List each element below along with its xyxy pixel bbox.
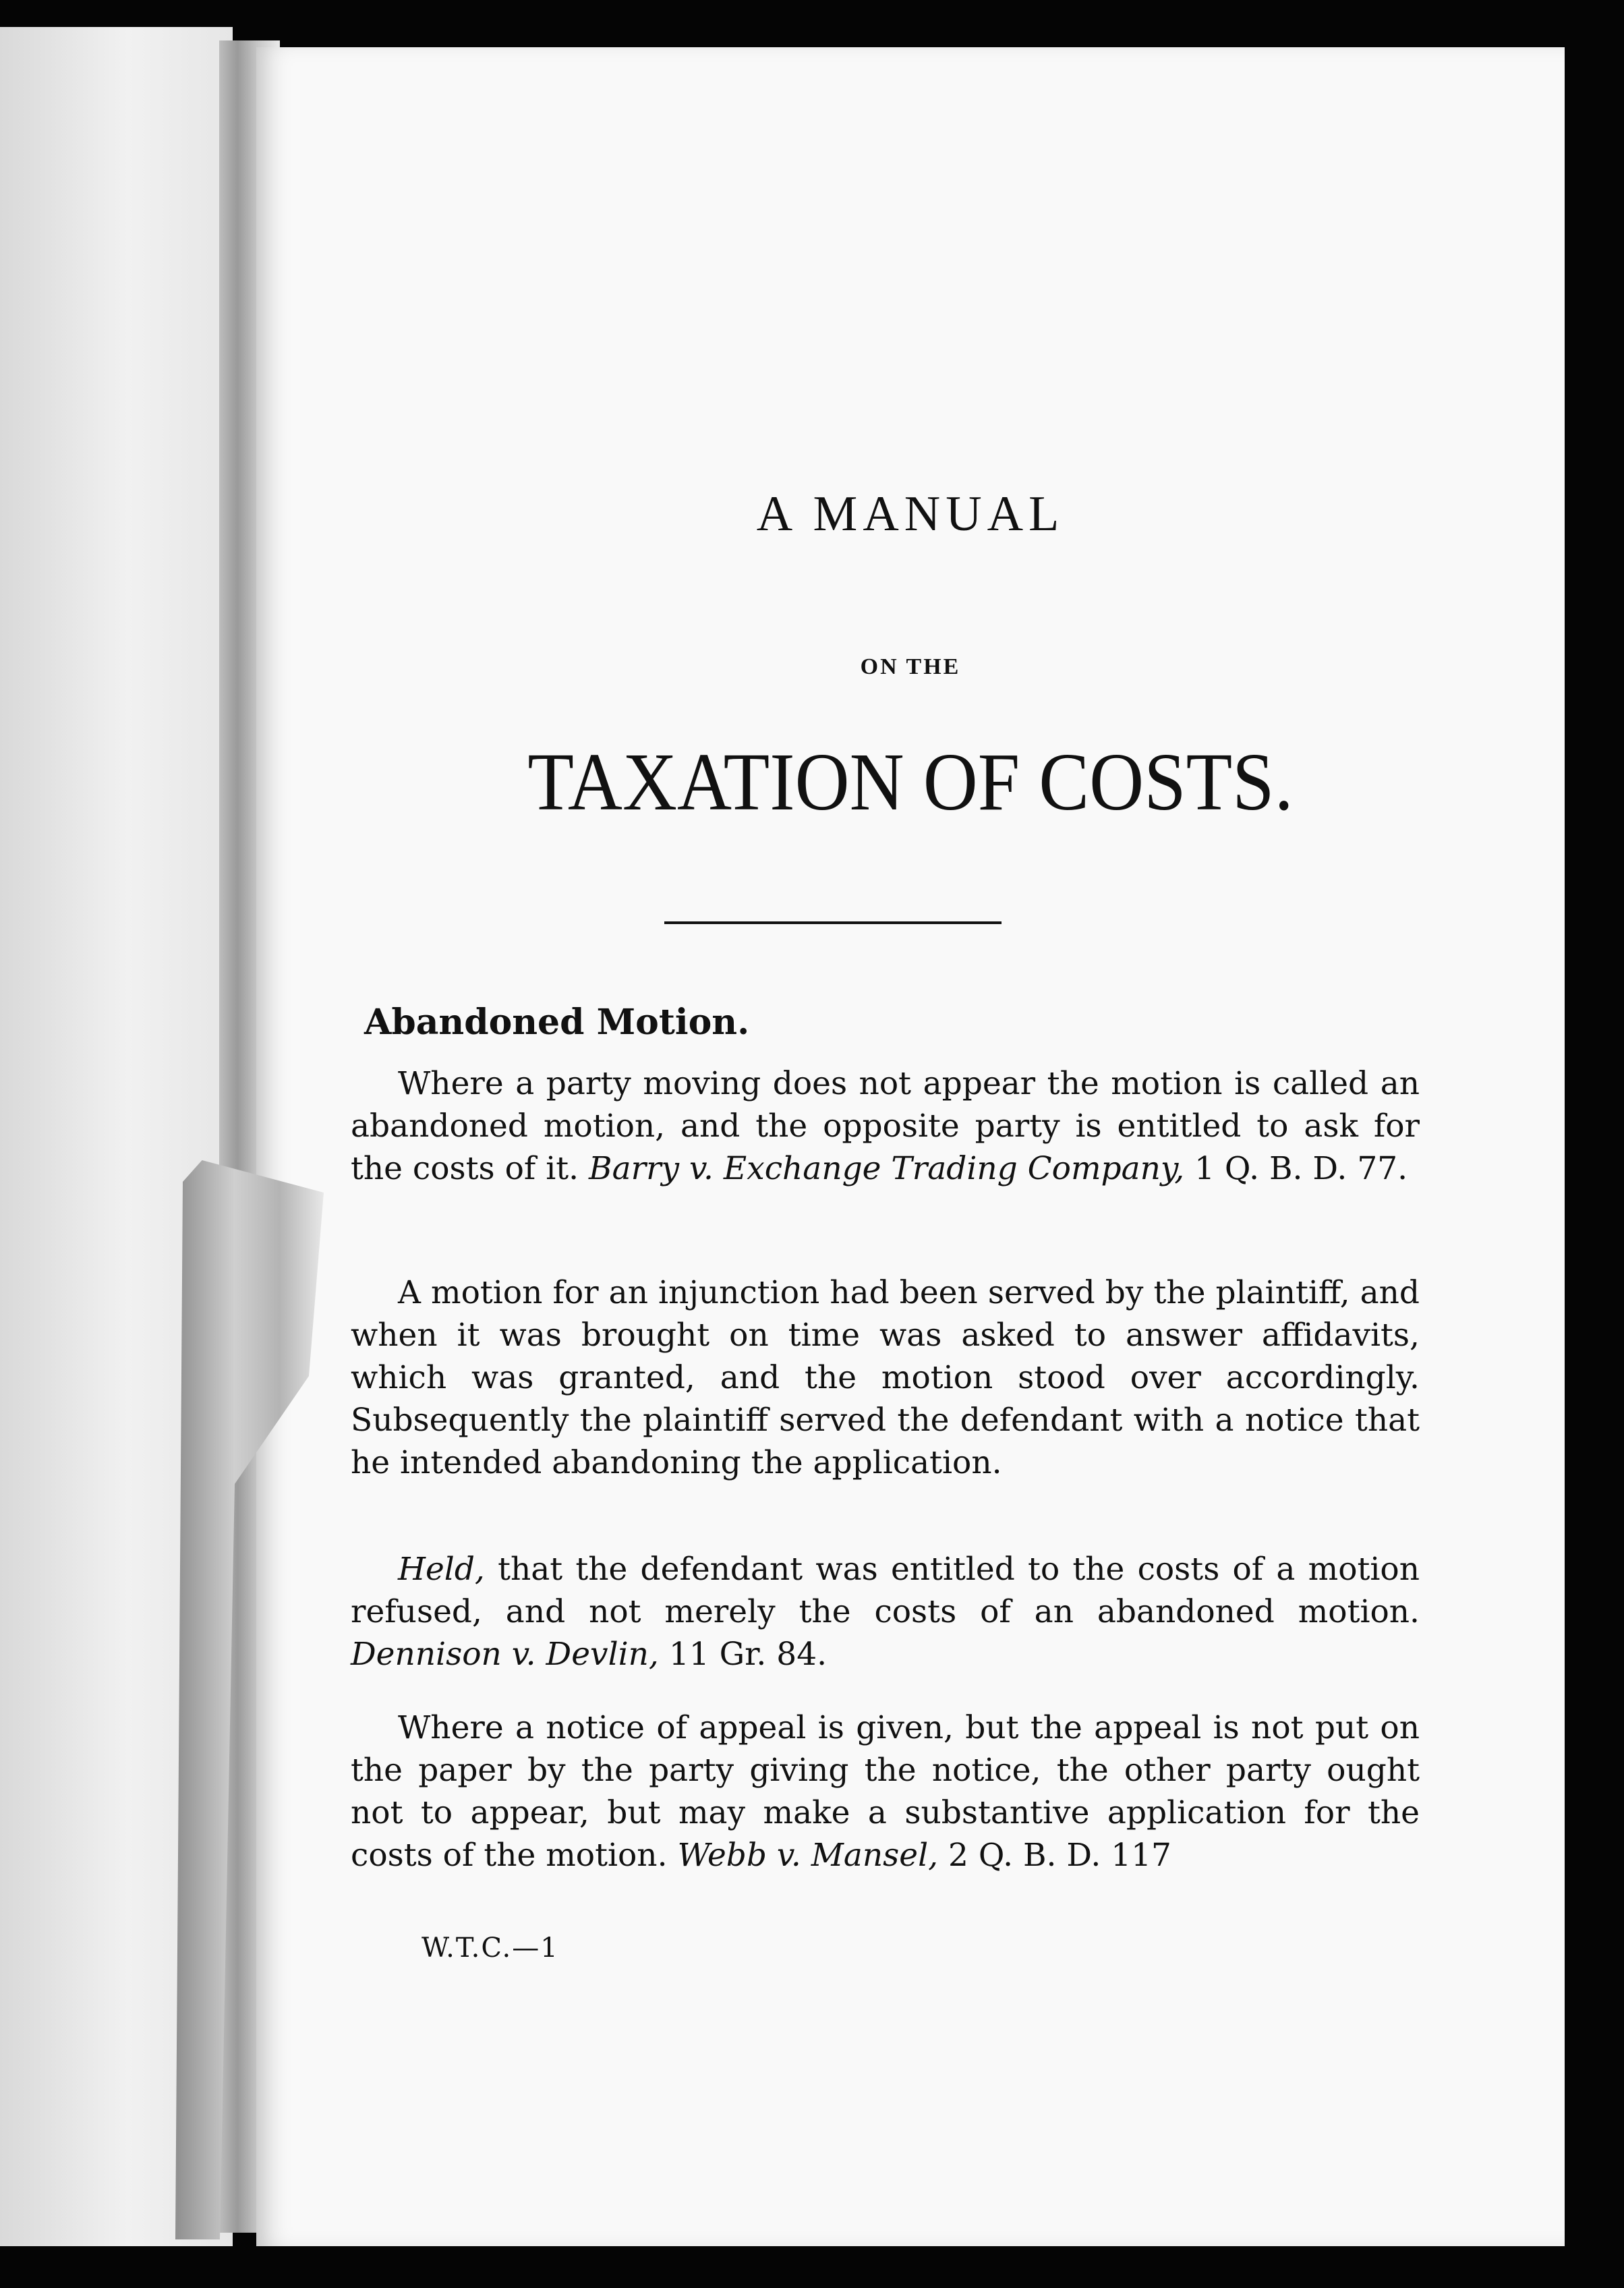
title-line-1: A MANUAL [756,486,1065,542]
book-page [256,47,1565,2246]
title-line-2: ON THE [860,654,961,679]
paragraph-1-case: Barry v. Exchange Trading Company, [589,1150,1185,1187]
title-line-3: TAXATION OF COSTS. [527,737,1294,828]
paragraph-4-case: Webb v. Mansel, [677,1837,939,1874]
paragraph-1-text: Where a party moving does not appear the motion is called an abandoned motion, and the opposite party is entitled to ask for the costs of it. [351,1065,1420,1187]
paragraph-1-citation: 1 Q. B. D. 77. [1194,1150,1408,1187]
paragraph-3-text: that the defendant was entitled to the costs of a motion refused, and not merely the costs of an abandoned motion. [351,1551,1420,1630]
paragraph-3-held: Held, [398,1551,485,1588]
printer-signature: W.T.C.—1 [422,1933,559,1964]
paragraph-4-text: Where a notice of appeal is given, but the appeal is not put on the paper by the party giving the notice, the other party ought not to appear, but may make a substantive application for the costs of the motion. [351,1709,1420,1874]
paragraph-2-text: A motion for an injunction had been served by the plaintiff, and when it was brought on time was asked to answer affidavits, which was granted, and the motion stood over accordingly. Subsequently the plaintiff served the defendant with a notice that he intended abandoning the application. [351,1274,1420,1481]
paragraph-4-citation: 2 Q. B. D. 117 [948,1837,1171,1874]
paragraph-2 [351,1271,1420,1484]
section-heading: Abandoned Motion. [364,1002,750,1043]
paragraph-3 [351,1548,1420,1676]
paragraph-4 [351,1707,1420,1877]
paragraph-1 [351,1062,1420,1190]
paragraph-3-case: Dennison v. Devlin, [351,1636,659,1673]
title-rule [664,921,1002,924]
paragraph-3-citation: 11 Gr. 84. [668,1636,828,1673]
page-content [256,47,1565,2246]
